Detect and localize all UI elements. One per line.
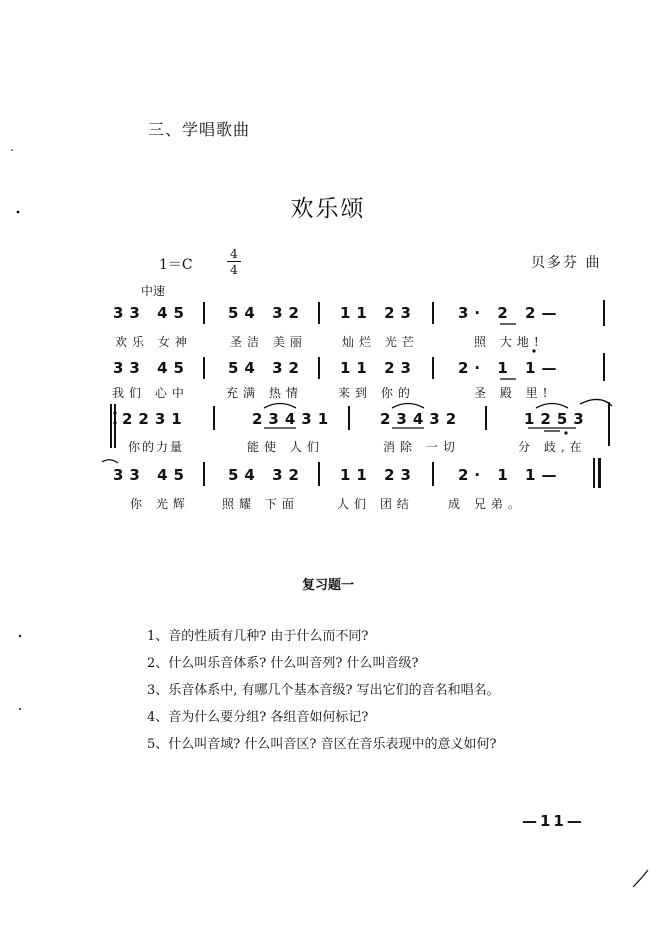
- review-question: 3、乐音体系中, 有哪几个基本音级? 写出它们的音名和唱名。: [147, 683, 500, 698]
- lyrics-measure: 来到 你的: [338, 386, 415, 400]
- song-title: 欢乐颂: [290, 196, 366, 222]
- speck: [11, 149, 13, 151]
- notes-measure: 33 45: [113, 304, 190, 322]
- tie-arc: [580, 399, 612, 406]
- review-question: 1、音的性质有几种? 由于什么而不同?: [147, 629, 369, 644]
- composer: 贝多芬 曲: [531, 255, 602, 271]
- time-signature-bottom: 4: [230, 263, 238, 277]
- tie-arc: [392, 404, 424, 409]
- notes-measure: 1253: [524, 410, 590, 428]
- review-question: 4、音为什么要分组? 各组音如何标记?: [147, 710, 369, 725]
- octave-dot: [532, 349, 535, 352]
- notes-measure: 11 23: [340, 359, 417, 377]
- review-title: 复习题一: [301, 578, 354, 593]
- page-number: —11—: [522, 812, 585, 830]
- review-question: 2、什么叫乐音体系? 什么叫音列? 什么叫音级?: [147, 656, 419, 671]
- lyrics-measure: 我们 心中: [112, 386, 189, 400]
- lyrics-measure: 照耀 下面: [222, 497, 299, 511]
- lyrics-measure: 成 兄弟。: [448, 497, 525, 511]
- lyrics-measure: 照 大地!: [474, 335, 544, 349]
- notes-measure: 2· 1 1—: [458, 359, 563, 377]
- lyrics-measure: 人们 团结: [337, 497, 414, 511]
- lyrics-measure: 分 歧,在: [518, 440, 587, 454]
- time-signature-top: 4: [227, 248, 241, 262]
- review-question: 5、什么叫音域? 什么叫音区? 音区在音乐表现中的意义如何?: [147, 737, 497, 752]
- notes-measure: 33 45: [113, 466, 190, 484]
- key-signature: 1＝C: [159, 257, 193, 273]
- notes-measure: 23432: [380, 410, 463, 428]
- lyrics-measure: 你的力量: [128, 440, 185, 454]
- speck: [17, 211, 20, 214]
- tempo-marking: 中速: [141, 284, 166, 298]
- repeat-dot: [113, 411, 116, 414]
- notes-measure: 2231: [122, 410, 188, 428]
- lyrics-measure: 圣 殿 里!: [474, 386, 553, 400]
- notes-measure: 3· 2 2—: [458, 304, 563, 322]
- notes-measure: 2· 1 1—: [458, 466, 563, 484]
- lyrics-measure: 灿烂 光芒: [342, 335, 419, 349]
- repeat-dot: [113, 421, 116, 424]
- lyrics-measure: 圣洁 美丽: [230, 335, 307, 349]
- notes-measure: 54 32: [228, 304, 305, 322]
- notes-measure: 11 23: [340, 466, 417, 484]
- lyrics-measure: 充满 热情: [226, 386, 303, 400]
- lyrics-measure: 消除 一切: [383, 440, 460, 454]
- corner-scan-mark: [633, 870, 648, 887]
- speck: [19, 635, 21, 637]
- lyrics-measure: 你 光辉: [130, 497, 190, 511]
- lyrics-measure: 欢乐 女神: [115, 335, 192, 349]
- speck: [19, 708, 21, 710]
- notes-measure: 11 23: [340, 304, 417, 322]
- octave-dot: [564, 431, 567, 434]
- notes-measure: 54 32: [228, 466, 305, 484]
- notes-measure: 23431: [252, 410, 335, 428]
- notes-measure: 54 32: [228, 359, 305, 377]
- tie-arc: [102, 460, 118, 463]
- tie-arc: [536, 404, 568, 409]
- lyrics-measure: 能使 人们: [247, 440, 324, 454]
- section-title: 三、学唱歌曲: [148, 120, 251, 139]
- notes-measure: 33 45: [113, 359, 190, 377]
- tie-arc: [264, 404, 296, 409]
